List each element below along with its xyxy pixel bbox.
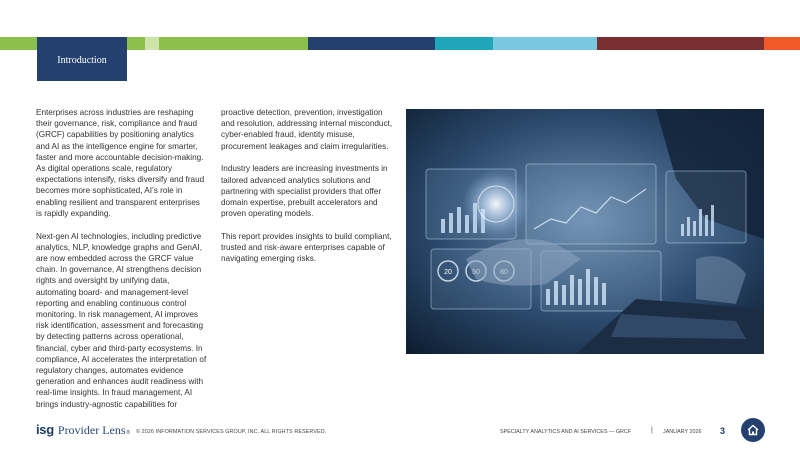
paragraph: This report provides insights to build compliant, trusted and risk-aware enterprises capable of navigating emerging risks. [221, 231, 392, 264]
isg-provider-lens-logo [36, 422, 130, 438]
header-stripe-sky [493, 37, 597, 50]
header-stripe-orange [764, 37, 800, 50]
header-stripe-green-2 [159, 37, 308, 50]
copyright-text: © 2026 INFORMATION SERVICES GROUP, INC. ALL RIGHTS RESERVED. [136, 429, 327, 435]
analytics-dashboard-photo [406, 109, 764, 354]
header-stripe-maroon [597, 37, 764, 50]
body-column-left [36, 107, 208, 421]
header-stripe-navy [308, 37, 435, 50]
footer-separator: | [651, 427, 653, 434]
header-stripe-teal [435, 37, 493, 50]
paragraph: Enterprises across industries are reshaping their governance, risk, compliance and fraud (GRCF) capabilities by positioning analytics and AI as the intelligence engine for smarter, faster and more accountable decision-making. As digital operations scale, regulatory expectations intensify, risks diversify and fraud becomes more sophisticated, AI’s role in enabling resilient and transparent enterprises is rapidly expanding. [36, 108, 205, 218]
logo-product: Provider Lens [57, 423, 126, 437]
paragraph: Next-gen AI technologies, including predictive analytics, NLP, knowledge graphs and GenAI, are now embedded across the GRCF value chain. In governance, AI strengthens decision rights and oversight by unifying data, automating board- and management-level reporting and enabling continuous control monitoring. In risk management, AI improves risk identification, assessment and forecasting by detecting patterns across operational, financial, cyber and third-party ecosystems. In compliance, AI accelerates the interpretation of regulatory changes, automates evidence generation and enhances audit readiness with real-time insights. In fraud management, AI brings industry-agnostic capabilities for [36, 231, 207, 409]
home-button[interactable] [741, 418, 765, 442]
page-number: 3 [720, 426, 726, 436]
logo-registered: ® [126, 430, 131, 436]
gauge-label: 20 [444, 269, 452, 276]
header-stripe-light [145, 37, 159, 50]
home-icon [746, 423, 760, 437]
body-column-right [221, 107, 397, 276]
paragraph: Industry leaders are increasing investments in tailored advanced analytics solutions and partnering with specialist providers that offer domain expertise, prebuilt accelerators and proven operating models. [221, 164, 388, 219]
report-date: JANUARY 2026 [663, 429, 702, 435]
section-title [37, 37, 127, 81]
paragraph: proactive detection, prevention, investigation and resolution, addressing internal misconduct, cyber-enabled fraud, identity misuse, procurement leakages and claim irregularities. [221, 108, 393, 151]
page-footer [0, 418, 800, 448]
report-name: SPECIALTY ANALYTICS AND AI SERVICES — GRCF [500, 429, 632, 435]
logo-isg: isg [36, 422, 54, 437]
section-title-text: Introduction [57, 54, 107, 66]
